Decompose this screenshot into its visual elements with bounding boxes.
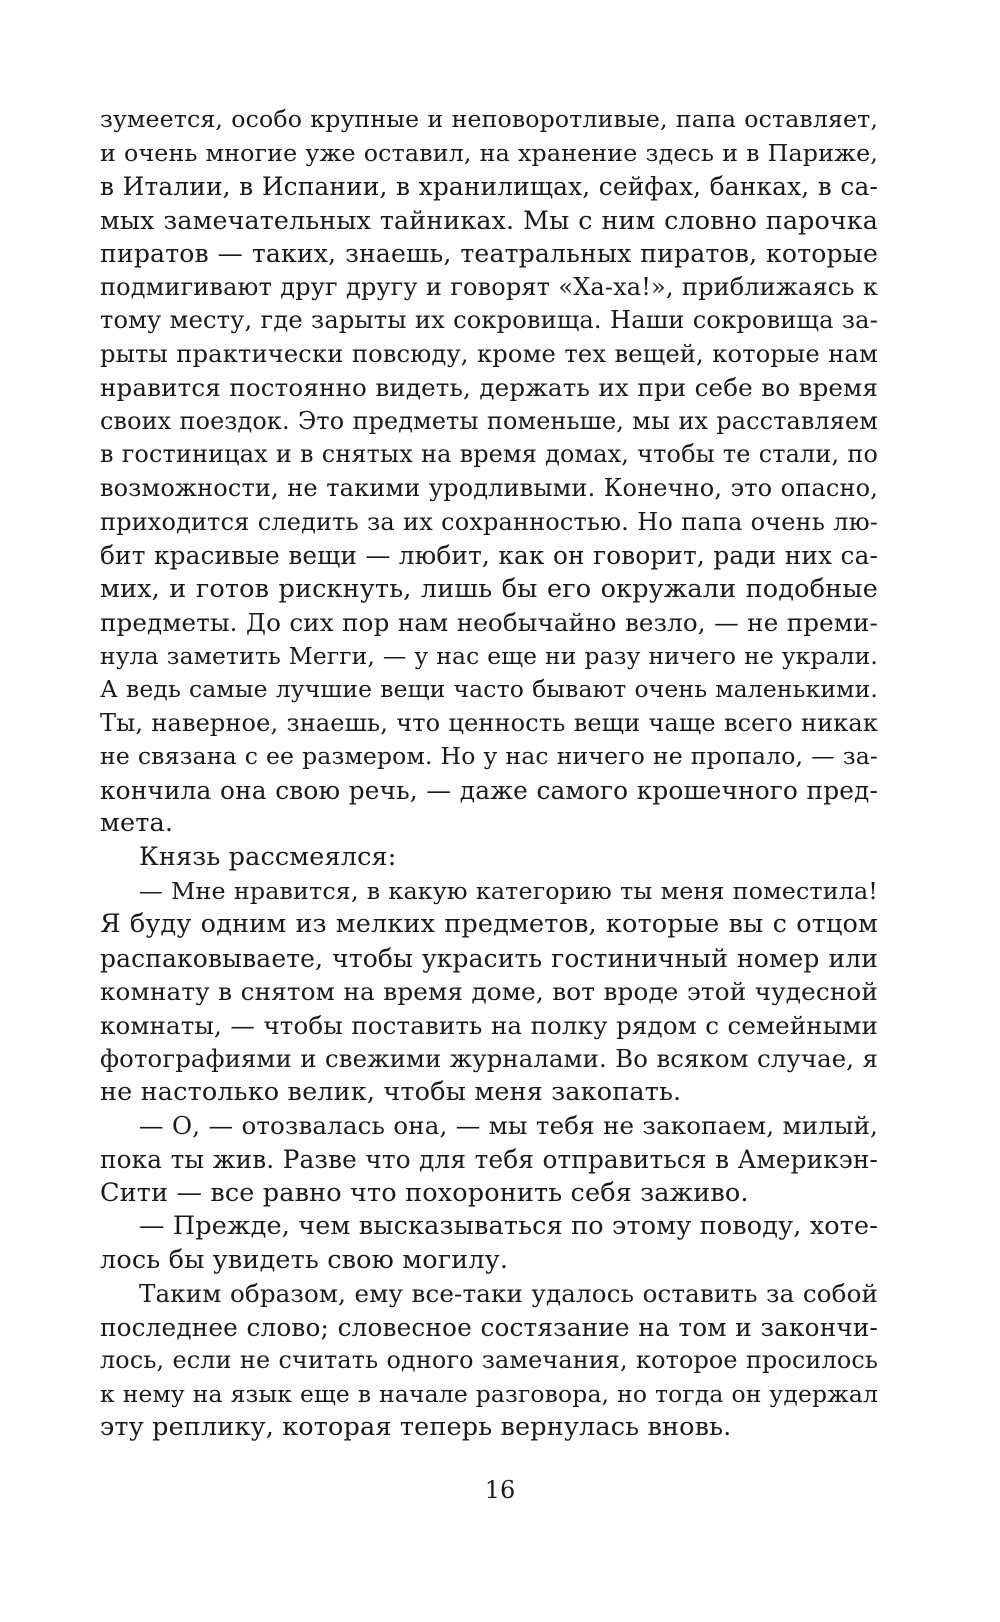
text-line: приходится следить за их сохранностью. Но папа очень лю- [100,507,878,536]
text-line: кончила она свою речь, — даже самого крошечного пред- [100,775,878,805]
text-line: к нему на язык еще в начале разговора, но тогда он удержал [100,1379,878,1408]
text-line: пиратов — таких, знаешь, театральных пиратов, которые [100,239,878,269]
text-line: возможности, не такими уродливыми. Конечно, это опасно, [100,474,878,503]
paragraph-last-line: Сити — все равно что похоронить себя заживо. [100,1177,749,1208]
text-line: пока ты жив. Разве что для тебя отправиться в Америкэн- [100,1144,878,1174]
text-line: распаковываете, чтобы украсить гостиничный номер или [100,943,878,973]
text-line: тому месту, где зарыты их сокровища. Наши сокровища за- [100,306,878,335]
text-line: в гостиницах и в снятых на время домах, чтобы те стали, по [100,440,878,469]
text-line: мых замечательных тайниках. Мы с ним словно парочка [100,204,878,235]
paragraph-first-line: Князь рассмеялся: [139,842,397,873]
text-line: предметы. До сих пор нам необычайно везло, — не преми- [100,608,878,638]
dialogue-line: — Мне нравится, в какую категорию ты меня поместила! [139,876,878,905]
text-line: нравится постоянно видеть, держать их при себе во время [100,373,878,403]
text-line: лось, если не считать одного замечания, которое просилось [100,1346,878,1375]
dialogue-line: — О, — отозвалась она, — мы тебя не закопаем, милый, [139,1111,878,1141]
text-line: комнату в снятом на время доме, вот вроде этой чудесной [100,977,878,1007]
text-line: мих, и готов рискнуть, лишь бы его окружали подобные [100,573,878,604]
paragraph-last-line: не настолько велик, чтобы меня закопать. [100,1076,682,1107]
text-line: зумеется, особо крупные и неповоротливые, папа оставляет, [100,105,878,133]
text-line: подмигивают друг другу и говорят «Ха-ха!», приближаясь к [100,272,878,301]
text-line: комнаты, — чтобы поставить на полку рядом с семейными [100,1010,878,1040]
body-text [100,103,878,1445]
text-line: А ведь самые лучшие вещи часто бывают очень маленькими. [100,675,878,704]
paragraph-first-line: Таким образом, ему все-таки удалось оставить за собой [139,1279,878,1309]
text-line: Я буду одним из мелких предметов, которые вы с отцом [100,909,878,940]
text-line: фотографиями и свежими журналами. Во всяком случае, я [100,1044,878,1074]
text-line: бит красивые вещи — любит, как он говорит, ради них са- [100,541,878,571]
text-line: нула заметить Мегги, — у нас еще ни разу ничего не украли. [100,641,878,670]
text-line: в Италии, в Испании, в хранилищах, сейфах, банках, в са- [100,172,878,202]
text-line: не связана с ее размером. Но у нас ничего не пропало, — за- [100,742,878,771]
text-line: своих поездок. Это предметы поменьше, мы их расставляем [100,406,878,435]
dialogue-line: — Прежде, чем высказываться по этому поводу, хоте- [139,1211,879,1242]
paragraph-last-line: мета. [100,808,174,839]
paragraph-last-line: эту реплику, которая теперь вернулась вновь. [100,1412,732,1443]
text-line: рыты практически повсюду, кроме тех вещей, которые нам [100,339,878,368]
paragraph-last-line: лось бы увидеть свою могилу. [100,1244,509,1275]
text-line: и очень многие уже оставил, на хранение здесь и в Париже, [100,138,878,167]
text-line: последнее слово; словесное состязание на том и закончи- [100,1312,878,1342]
page-number: 16 [484,1476,516,1504]
text-line: Ты, наверное, знаешь, что ценность вещи чаще всего никак [100,708,878,737]
